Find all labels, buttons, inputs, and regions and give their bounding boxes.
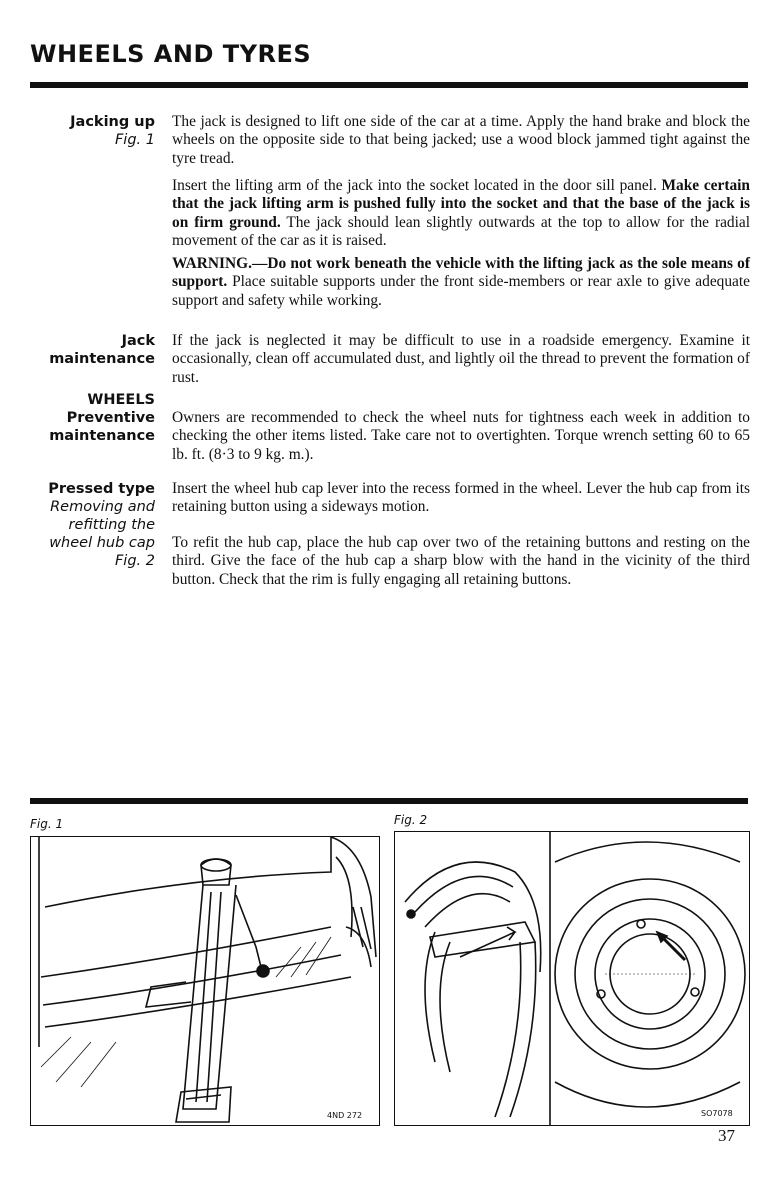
jacking-p3-text: Place suitable supports under the front side-members or rear axle to give adequate support and safety while working. [172, 273, 750, 309]
page-title: WHEELS AND TYRES [30, 40, 312, 68]
fig2-illustration [394, 831, 750, 1126]
jack-maintenance-sidebar [0, 332, 155, 368]
pressed-heading: Pressed type [48, 481, 155, 497]
fig2-label: Fig. 2 [394, 813, 428, 827]
jack-maintenance-heading-2: maintenance [49, 351, 155, 367]
fig2-code: SO7078 [701, 1109, 733, 1118]
wheels-sub-1: Preventive [66, 410, 155, 426]
pressed-paragraph-1: Insert the wheel hub cap lever into the recess formed in the wheel. Lever the hub cap from its retaining button using a sideways motion. [172, 480, 750, 516]
wheels-sub-2: maintenance [49, 428, 155, 444]
jack-maintenance-text: If the jack is neglected it may be difficult to use in a roadside emergency. Examine it occasionally, clean off accumulated dust, and lightly oil the thread to prevent the formation of rust. [172, 332, 750, 386]
fig1-code: 4ND 272 [327, 1111, 363, 1120]
jacking-paragraph-2 [172, 177, 750, 250]
pressed-fig-ref: Fig. 2 [114, 553, 155, 569]
pressed-paragraph-2: To refit the hub cap, place the hub cap over two of the retaining buttons and resting on the third. Give the face of the hub cap a sharp blow with the hand in the vicinity of the third button. Check that the rim is fully engaging all retaining buttons. [172, 534, 750, 588]
jacking-p2-text-a: Insert the lifting arm of the jack into the socket located in the door sill panel. [172, 177, 662, 194]
jacking-p2-bold: Make certain that the jack lifting arm is pushed fully into the socket and that the base of the jack is on firm ground. [172, 177, 750, 231]
pressed-sub-3: wheel hub cap [49, 535, 155, 551]
top-rule [30, 82, 748, 88]
page-number: 37 [718, 1126, 735, 1145]
fig1-illustration [30, 836, 380, 1126]
jack-drawing [31, 837, 379, 1125]
jack-maintenance-heading-1: Jack [121, 333, 155, 349]
jacking-paragraph-1: The jack is designed to lift one side of the car at a time. Apply the hand brake and block the wheels on the opposite side to that being jacked; use a wood block jammed tight against the tyre tread. [172, 113, 750, 167]
fig1-label: Fig. 1 [30, 817, 64, 831]
wheels-sidebar [0, 391, 155, 445]
jacking-heading: Jacking up [70, 114, 155, 130]
hubcap-drawing [395, 832, 749, 1125]
wheels-heading: WHEELS [87, 392, 155, 408]
figure-rule [30, 798, 748, 804]
pressed-sub-1: Removing and [50, 499, 155, 515]
jacking-sidebar [0, 113, 155, 149]
wheels-text: Owners are recommended to check the wheel nuts for tightness each week in addition to checking the other items listed. Take care not to overtighten. Torque wrench setting 60 to 65 lb. ft. (8·3 to 9 kg. m.). [172, 409, 750, 463]
pressed-sub-2: refitting the [68, 517, 155, 533]
jacking-p2-text-b: The jack should lean slightly outwards at the top to allow for the radial movement of the car as it is raised. [172, 213, 750, 249]
pressed-sidebar [0, 480, 155, 570]
jacking-fig-ref: Fig. 1 [114, 132, 155, 148]
jacking-warning: WARNING.—Do not work beneath the vehicle with the lifting jack as the sole means of support. [172, 255, 750, 291]
jacking-paragraph-3 [172, 255, 750, 310]
